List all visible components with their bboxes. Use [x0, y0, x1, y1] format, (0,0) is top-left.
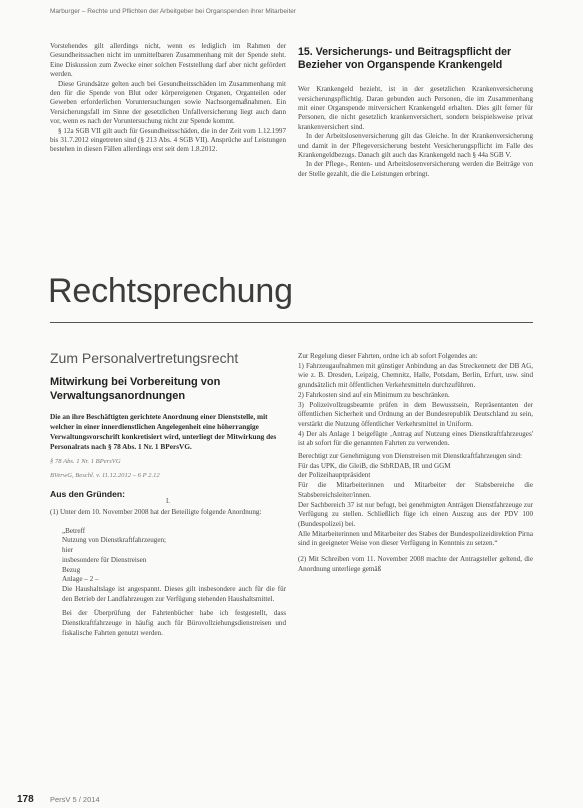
order-quote: [50, 527, 286, 639]
paragraph: (2) Mit Schreiben vom 11. November 2008 machte der Antragsteller geltend, die Anordnung unterliege gemäß: [298, 555, 533, 573]
lower-left-column: [50, 350, 286, 638]
list-item: 3) Polizeivollzugsbeamte prüfen in dem Bewusstsein, Repräsentanten der öffentlichen Sicherheit und Ordnung an der Bundesrepublik Deutschland zu sein, verstärkt die Nutzung öffentlicher Verkehrsmittel in Uniform.: [298, 400, 533, 428]
list-item: Bei der Überprüfung der Fahrtenbücher habe ich festgestellt, dass Dienstkraftfahrzeuge in häufig auch für Bürovollziehungsdienstreisen und fiskalische Fahrten genutzt werden.: [62, 609, 286, 637]
list-item: „Betreff: [62, 526, 86, 535]
section-title: Rechtsprechung: [48, 272, 293, 310]
list-item: Für das UPK, die GleiB, die StbRDAB, IR und GGM: [298, 461, 451, 470]
top-left-column: [50, 42, 286, 155]
list-item: der Polizeihauptpräsident: [298, 471, 371, 480]
list-item: Der Sachbereich 37 ist nur befugt, bei genehmigten Anträgen Dienstfahrzeuge zur Verfügung zu stellen. Schließlich füge ich einen Auszug aus der PDV 100 (Bundespolizei) bei.: [298, 500, 533, 528]
list-item: 1) Fahrzeugaufnahmen mit günstiger Anbindung an das Streckennetz der DB AG, wie z. B. Dresden, Leipzig, Chemnitz, Halle, Potsdam, Berlin, Erfurt, usw. sind grundsätzlich mit öffentlichen Verkehrsmitteln durchzuführen.: [298, 361, 533, 390]
list-item: Nutzung von Dienstkraftfahrzeugen;: [62, 536, 167, 545]
list-item: hier: [62, 546, 74, 555]
list-item: Alle Mitarbeiterinnen und Mitarbeiter des Stabes der Bundespolizeidirektion Pirna sind in geeigneter Weise von dieser Verfügung in Kenntnis zu setzen.“: [298, 529, 533, 548]
page-number: 178: [17, 794, 34, 805]
list-item: Die Haushaltslage ist angespannt. Dieses gilt insbesondere auch für die für den Betrieb der Landfahrzeugen zur Verfügung stehenden Haushaltsmittel.: [62, 584, 286, 603]
paragraph: Vorstehendes gilt allerdings nicht, wenn es lediglich im Rahmen der Gesundheitssachen nicht im unmittelbaren Zusammenhang mit der Spende steht. Eine Diskussion zum Zwecke einer solchen Feststellung darf aber nicht gefördert werden.: [50, 42, 286, 79]
paragraph: Diese Grundsätze gelten auch bei Gesundheitsschäden im Zusammenhang mit den für die Spende von Blut oder körpereigenen Organen, Organteilen oder Geweben erforderlichen Voruntersuchungen sowie Nachsorgemaßnahmen. Ein Versicherungsfall im Sinne der gesetzlichen Unfallversicherung liegt auch dann vor, wenn es nach der Voruntersuchung nicht zur Spende kommt.: [50, 79, 286, 126]
article-title: Mitwirkung bei Vorbereitung von Verwaltungsanordnungen: [50, 376, 221, 402]
list-item: insbesondere für Dienstreisen: [62, 555, 147, 564]
subheading: Zum Personalvertretungsrecht: [50, 350, 239, 366]
grounds-heading: Aus den Gründen:: [50, 489, 125, 499]
paragraph: In der Arbeitslosenversicherung gilt das Gleiche. In der Krankenversicherung und damit in der Pflegeversicherung besteht Versicherungspflicht im Falle des Krankengeldbezugs. Danach gilt auch das Krankengeld nach § 44a SGB V.: [298, 132, 533, 160]
section-rule: [50, 322, 533, 323]
norm-reference: § 78 Abs. 1 Nr. 1 BPersVG: [50, 458, 121, 465]
paragraph: § 12a SGB VII gilt auch für Gesundheitsschäden, die in der Zeit vom 1.12.1997 bis 31.7.2012 eingetreten sind (§ 213 Abs. 4 SGB VII). Ansprüche auf Leistungen bestehen in diesen Fällen allerdings erst seit dem 1.8.2012.: [50, 126, 286, 154]
list-item: 2) Fahrkosten sind auf ein Minimum zu beschränken.: [298, 390, 450, 399]
section-15-heading: 15. Versicherungs- und Beitragspflicht der Bezieher von Organspende Krankengeld: [298, 46, 512, 71]
lower-right-column: [298, 352, 533, 574]
headnote: Die an ihre Beschäftigten gerichtete Anordnung einer Dienststelle, mit welcher in einer innerdienstlichen Angelegenheit eine höherrangige Verwaltungsvorschrift konkretisiert wird, unterliegt der Mitwirkung des Personalrats nach § 78 Abs. 1 Nr. 1 BPersVG.: [50, 412, 277, 451]
paragraph: Zur Regelung dieser Fahrten, ordne ich ab sofort Folgendes an:: [298, 352, 478, 360]
journal-footer: PersV 5 / 2014: [50, 795, 100, 804]
paragraph: Berechtigt zur Genehmigung von Dienstreisen mit Dienstkraftfahrzeugen sind:: [298, 452, 522, 461]
list-item: Bezug: [62, 565, 81, 574]
case-citation: BVerwG, Beschl. v. 11.12.2012 – 6 P 2.12: [50, 472, 160, 479]
list-item: 4) Der als Anlage 1 beigefügte ‚Antrag auf Nutzung eines Dienstkraftfahrzeuges' ist ab sofort für die genannten Fahrten zu verwenden.: [298, 429, 533, 448]
list-item: Für die Mitarbeiterinnen und Mitarbeiter der Stabsbereiche die Stabsbereichsleiter/innen.: [298, 481, 533, 499]
roman-numeral: I.: [165, 497, 171, 505]
list-item: Anlage – 2 –: [62, 575, 99, 584]
top-right-column: [298, 46, 533, 179]
paragraph: In der Pflege-, Renten- und Arbeitslosenversicherung werden die Beiträge von der Stelle gezahlt, die die Leistungen erbringt.: [298, 160, 533, 178]
paragraph: (1) Unter dem 10. November 2008 hat der Beteiligte folgende Anordnung:: [50, 508, 262, 516]
paragraph: Wer Krankengeld bezieht, ist in der gesetzlichen Krankenversicherung versicherungspflichtig. Daran gebunden auch Personen, die im Zusammenhang mit einer Organspende mitversichert Krankengeld erhalten. Dies gilt ferner für Personen, die nicht gesetzlich krankenversichert, sondern beispielsweise privat krankenversichert sind.: [298, 85, 533, 131]
running-header: Marburger – Rechte und Pflichten der Arbeitgeber bei Organspenden ihrer Mitarbeiter: [50, 8, 297, 15]
